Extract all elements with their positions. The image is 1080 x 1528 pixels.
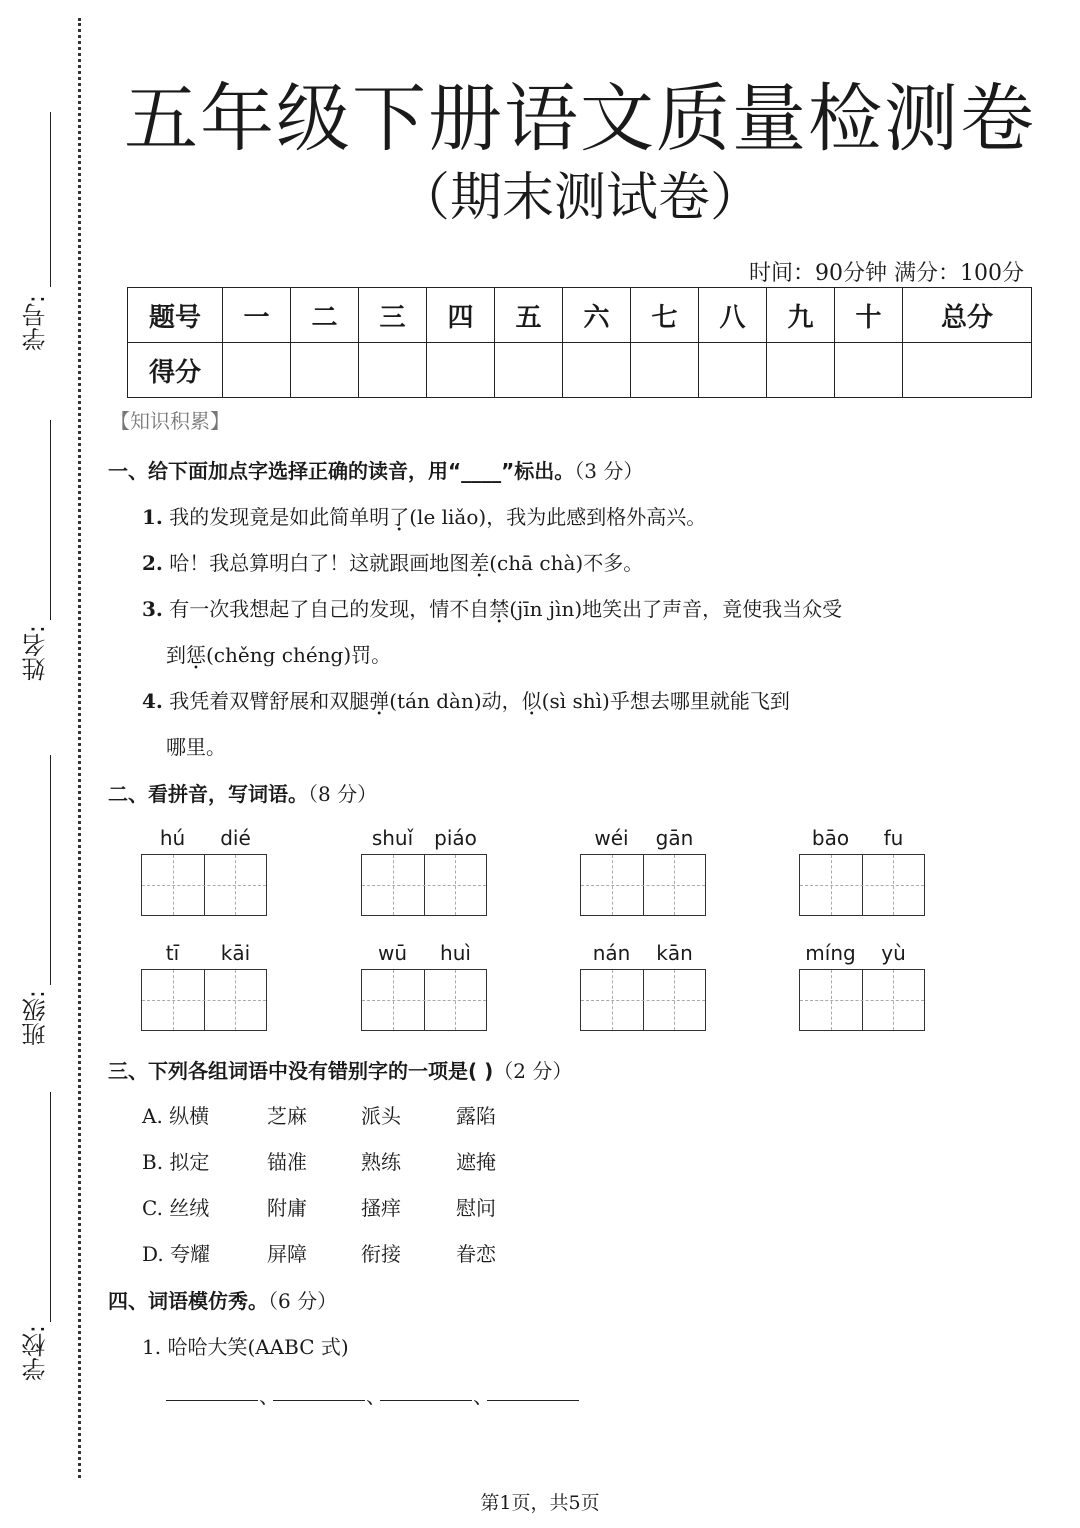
pinyin-label: kān	[656, 941, 693, 965]
character-writing-grid[interactable]	[361, 854, 487, 916]
school-line	[50, 1092, 51, 1322]
answer-blank[interactable]	[166, 1400, 258, 1401]
q1-item-4	[142, 685, 790, 714]
pinyin-label: dié	[220, 826, 251, 850]
option-word: 眷恋	[456, 1242, 496, 1266]
column-cell: 四	[427, 288, 495, 343]
pinyin-word	[580, 941, 706, 1033]
answer-blank[interactable]	[273, 1400, 365, 1401]
column-cell: 九	[767, 288, 835, 343]
pinyin-word	[799, 826, 925, 918]
q1-item-3	[142, 593, 842, 622]
q4-item-1: 1. 哈哈大笑(AABC 式)	[142, 1335, 349, 1359]
name-label: 姓名:	[22, 625, 50, 682]
item-text[interactable]: (jīn jìn)地笑出了声音，竟使我当众受	[509, 597, 843, 621]
dotted-char: 差	[469, 551, 490, 575]
answer-blank[interactable]	[487, 1400, 579, 1401]
name-line	[50, 420, 51, 620]
column-cell: 五	[495, 288, 563, 343]
header-cell: 得分	[128, 343, 223, 398]
page-footer: 第1页，共5页	[480, 1492, 600, 1514]
option-word: 芝麻	[267, 1104, 307, 1128]
option-word: 屏障	[267, 1242, 307, 1266]
option-label[interactable]: D. 夸耀	[142, 1242, 211, 1266]
pinyin-label: shuǐ	[371, 826, 414, 850]
pinyin-label: kāi	[220, 941, 251, 965]
column-cell: 一	[223, 288, 291, 343]
item-number: 3.	[142, 597, 163, 621]
q1-item-1	[142, 501, 706, 530]
column-cell: 七	[631, 288, 699, 343]
pinyin-word	[141, 826, 267, 918]
class-line	[50, 755, 51, 985]
score-cell[interactable]	[699, 343, 767, 398]
score-table	[127, 287, 1032, 398]
pinyin-label: gān	[655, 826, 694, 850]
option-word: 搔痒	[361, 1196, 401, 1220]
school-label: 学校:	[22, 1325, 50, 1382]
column-cell: 二	[291, 288, 359, 343]
item-text: 有一次我想起了自己的发现，情不自	[169, 597, 490, 621]
dotted-char: 禁	[489, 597, 510, 621]
q2-title	[108, 778, 377, 807]
q3-title	[108, 1055, 572, 1084]
dotted-char: 弹	[369, 689, 390, 713]
q3-score: （2 分）	[493, 1059, 573, 1083]
pinyin-label: huì	[440, 941, 471, 965]
page-title: 五年级下册语文质量检测卷	[124, 76, 1036, 162]
pinyin-word	[580, 826, 706, 918]
column-cell: 十	[835, 288, 903, 343]
character-writing-grid[interactable]	[141, 969, 267, 1031]
class-label: 班级:	[22, 990, 50, 1047]
separator: 、	[473, 1384, 493, 1408]
q2-score: （8 分）	[308, 782, 378, 806]
option-label[interactable]: B. 拟定	[142, 1150, 210, 1174]
item-number: 2.	[142, 551, 163, 575]
column-cell: 六	[563, 288, 631, 343]
q3-title-text: 三、下列各组词语中没有错别字的一项是( )	[108, 1059, 494, 1083]
character-writing-grid[interactable]	[580, 854, 706, 916]
pinyin-word	[799, 941, 925, 1033]
score-cell[interactable]	[835, 343, 903, 398]
option-label[interactable]: C. 丝绒	[142, 1196, 210, 1220]
pinyin-word	[141, 941, 267, 1033]
character-writing-grid[interactable]	[141, 854, 267, 916]
q4-score: （6 分）	[268, 1289, 338, 1313]
score-cell[interactable]	[223, 343, 291, 398]
item-text: 哈！我总算明白了！这就跟画地图	[169, 551, 470, 575]
student-id-line	[50, 112, 51, 287]
pinyin-label: míng	[805, 941, 856, 965]
column-cell: 八	[699, 288, 767, 343]
q1-item-2	[142, 547, 643, 576]
item-text[interactable]: (sì shì)乎想去哪里就能飞到	[541, 689, 790, 713]
option-word: 慰问	[456, 1196, 496, 1220]
student-id-label: 学号:	[22, 295, 50, 352]
column-cell: 三	[359, 288, 427, 343]
item-text: 我的发现竟是如此简单明	[169, 505, 390, 529]
score-cell[interactable]	[291, 343, 359, 398]
item-text: 到	[166, 643, 186, 667]
option-word: 衔接	[361, 1242, 401, 1266]
separator: 、	[259, 1384, 279, 1408]
q2-title-text: 二、看拼音，写词语。	[108, 782, 308, 806]
score-cell[interactable]	[563, 343, 631, 398]
character-writing-grid[interactable]	[799, 969, 925, 1031]
pinyin-label: bāo	[811, 826, 850, 850]
q1-title	[108, 455, 643, 484]
pinyin-label: yù	[881, 941, 906, 965]
option-word: 派头	[361, 1104, 401, 1128]
binding-dashed-line	[78, 18, 81, 1478]
pinyin-word	[361, 941, 487, 1033]
option-word: 遮掩	[456, 1150, 496, 1174]
item-text[interactable]: (le liǎo)，我为此感到格外高兴。	[409, 505, 707, 529]
option-word: 附庸	[267, 1196, 307, 1220]
character-writing-grid[interactable]	[799, 854, 925, 916]
dotted-char: 似	[521, 689, 542, 713]
score-cell[interactable]	[767, 343, 835, 398]
q1-item-3-cont	[166, 639, 391, 668]
pinyin-label: fu	[883, 826, 904, 850]
separator: 、	[366, 1384, 386, 1408]
q4-title-text: 四、词语模仿秀。	[108, 1289, 268, 1313]
item-number: 4.	[142, 689, 163, 713]
option-word: 锚准	[267, 1150, 307, 1174]
score-cell[interactable]	[631, 343, 699, 398]
q1-score: （3 分）	[574, 459, 644, 483]
item-text[interactable]: (chěng chéng)罚。	[206, 643, 392, 667]
option-word: 熟练	[361, 1150, 401, 1174]
q4-title	[108, 1285, 337, 1314]
page-subtitle: （期末测试卷）	[397, 168, 762, 228]
column-cell: 总分	[903, 288, 1032, 343]
q1-item-4-cont: 哪里。	[166, 735, 226, 759]
character-writing-grid[interactable]	[361, 969, 487, 1031]
item-number: 1.	[142, 505, 163, 529]
item-text[interactable]: (chā chà)不多。	[489, 551, 644, 575]
score-cell[interactable]	[903, 343, 1032, 398]
pinyin-word	[361, 826, 487, 918]
item-text[interactable]: (tán dàn)动，	[389, 689, 522, 713]
header-cell: 题号	[128, 288, 223, 343]
score-table-score-row	[128, 343, 1032, 398]
time-info: 时间：90分钟 满分：100分	[749, 261, 1024, 286]
dotted-char: 了	[389, 505, 410, 529]
q1-title-text: 一、给下面加点字选择正确的读音，用“____”标出。	[108, 459, 575, 483]
pinyin-label: wū	[377, 941, 408, 965]
pinyin-label: piáo	[434, 826, 477, 850]
pinyin-label: hú	[159, 826, 186, 850]
character-writing-grid[interactable]	[580, 969, 706, 1031]
score-table-header-row	[128, 288, 1032, 343]
score-cell[interactable]	[495, 343, 563, 398]
pinyin-label: wéi	[594, 826, 629, 850]
pinyin-label: nán	[592, 941, 631, 965]
answer-blank[interactable]	[380, 1400, 472, 1401]
section-tag: 【知识积累】	[110, 409, 230, 433]
option-word: 露陷	[456, 1104, 496, 1128]
item-text: 我凭着双臂舒展和双腿	[169, 689, 370, 713]
pinyin-label: tī	[165, 941, 180, 965]
score-cell[interactable]	[427, 343, 495, 398]
option-label[interactable]: A. 纵横	[142, 1104, 210, 1128]
score-cell[interactable]	[359, 343, 427, 398]
dotted-char: 惩	[186, 643, 206, 667]
